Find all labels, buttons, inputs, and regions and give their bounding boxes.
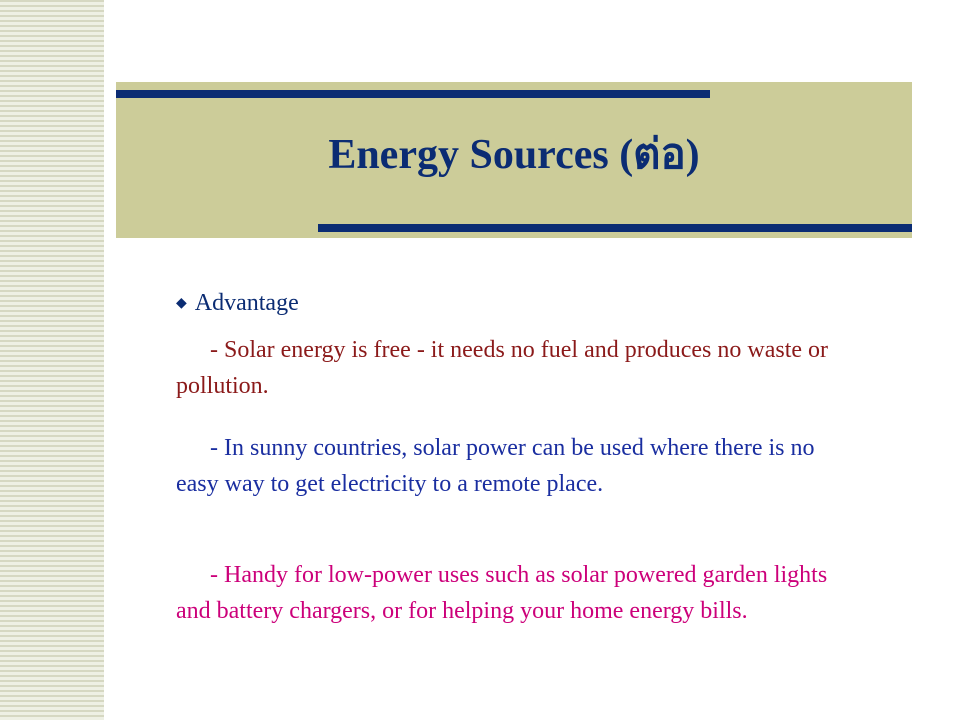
advantage-point-2: - In sunny countries, solar power can be used where there is no easy way to get electricity to a remote place. — [176, 435, 815, 497]
decorative-stripe-band — [0, 0, 104, 720]
bullet-advantage — [176, 288, 299, 319]
advantage-point-1: - Solar energy is free - it needs no fuel and produces no waste or pollution. — [176, 337, 829, 399]
section-label: Advantage — [194, 290, 299, 316]
top-accent-rule — [116, 90, 710, 98]
diamond-bullet-icon: ◆ — [176, 296, 187, 311]
slide-title: Energy Sources (ต่อ) — [328, 132, 700, 178]
advantage-point-3: - Handy for low-power uses such as solar powered garden lights and battery chargers, or for helping your home energy bills. — [176, 562, 828, 624]
bottom-accent-rule — [318, 224, 912, 232]
